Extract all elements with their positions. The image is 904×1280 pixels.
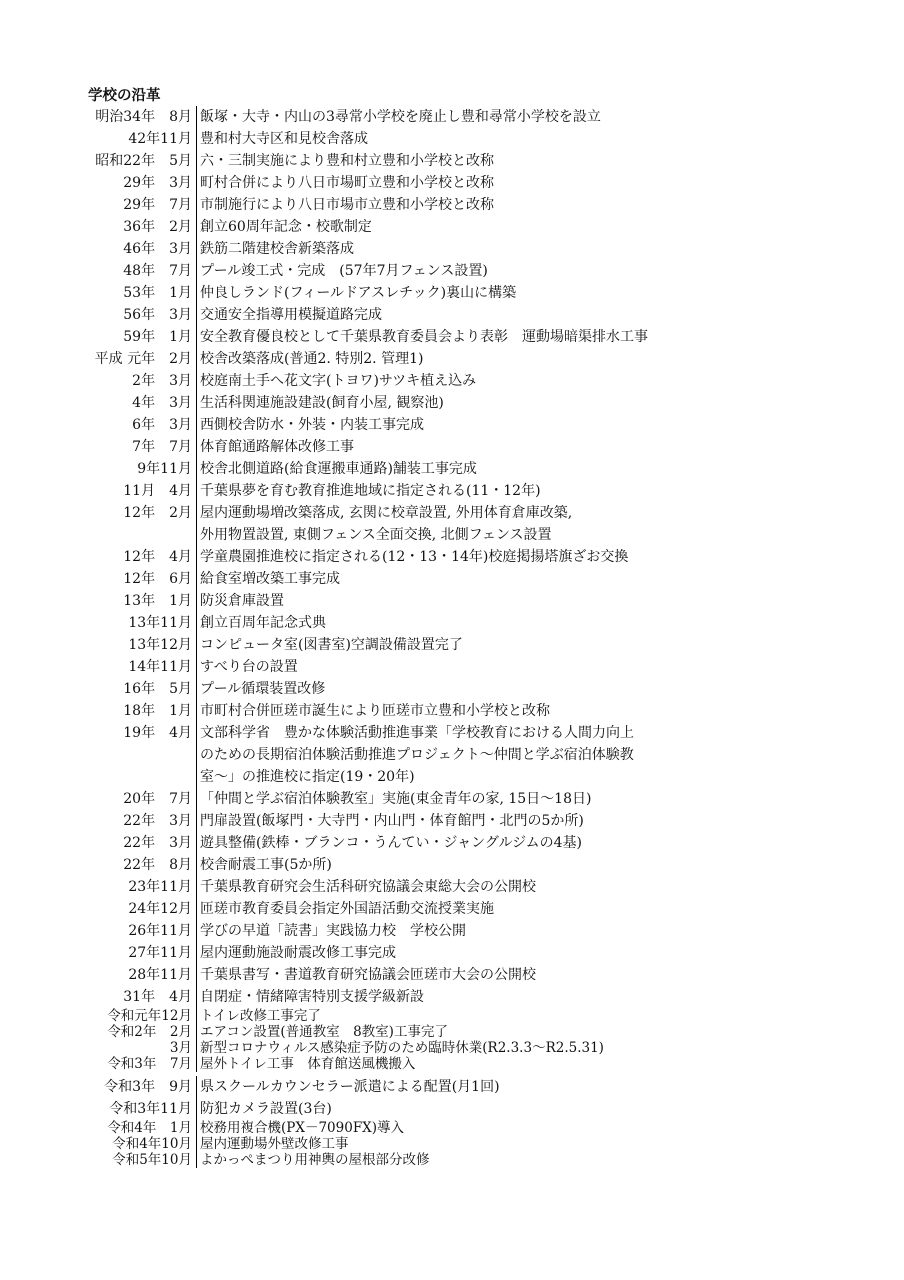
- history-description: [196, 678, 878, 700]
- history-row: [88, 1024, 878, 1040]
- history-row: [88, 876, 878, 898]
- history-description: [196, 942, 878, 964]
- history-row: [88, 656, 878, 678]
- history-text-line: 屋内運動施設耐震改修工事完成: [200, 945, 396, 961]
- history-date: 11月 4月: [123, 483, 192, 499]
- history-description: [196, 260, 878, 282]
- history-text-line: 屋内運動場増改築落成, 玄関に校章設置, 外用体育倉庫改築,: [200, 505, 573, 521]
- history-row: [88, 436, 878, 458]
- history-text-line: 遊具整備(鉄棒・ブランコ・うんてい・ジャングルジムの4基): [200, 835, 582, 851]
- history-text-line: 門扉設置(飯塚門・大寺門・内山門・体育館門・北門の5か所): [200, 813, 584, 829]
- history-text-line: すべり台の設置: [200, 659, 298, 675]
- history-date: 22年 3月: [123, 813, 192, 829]
- history-date: 29年 3月: [123, 175, 192, 191]
- history-row: [88, 348, 878, 370]
- history-description: [196, 1098, 878, 1120]
- history-document: [88, 86, 878, 1168]
- history-description: [196, 458, 878, 480]
- history-date: 23年11月: [128, 879, 192, 895]
- history-description: [196, 986, 878, 1008]
- history-description: [196, 128, 878, 150]
- history-text-line: コンピュータ室(図書室)空調設備設置完了: [200, 637, 463, 653]
- history-description: [196, 480, 878, 502]
- history-description: [196, 898, 878, 920]
- history-row: [88, 216, 878, 238]
- history-date: 36年 2月: [123, 219, 192, 235]
- history-row: [88, 788, 878, 810]
- history-date: 26年11月: [128, 923, 192, 939]
- history-row: [88, 1120, 878, 1136]
- history-date: 53年 1月: [123, 285, 192, 301]
- history-date: 22年 8月: [123, 857, 192, 873]
- history-date: 19年 4月: [123, 725, 192, 741]
- history-text-line: 千葉県書写・書道教育研究協議会匝瑳市大会の公開校: [200, 967, 536, 983]
- history-text-line: 創立百周年記念式典: [200, 615, 326, 631]
- history-row: [88, 854, 878, 876]
- history-text-line: 匝瑳市教育委員会指定外国語活動交流授業実施: [200, 901, 494, 917]
- history-row: [88, 150, 878, 172]
- history-date: 13年12月: [128, 637, 192, 653]
- history-row: [88, 106, 878, 128]
- history-row: [88, 964, 878, 986]
- history-date: 2年 3月: [132, 373, 192, 389]
- history-row: [88, 502, 878, 546]
- history-description: [196, 1056, 878, 1072]
- history-text-line: 学びの早道「読書」実践協力校 学校公開: [200, 923, 466, 939]
- history-date: 18年 1月: [123, 703, 192, 719]
- history-description: [196, 172, 878, 194]
- history-date: 令和4年 1月: [107, 1120, 192, 1136]
- history-row: [88, 986, 878, 1008]
- history-description: [196, 326, 878, 348]
- history-description: [196, 392, 878, 414]
- history-date: 12年 6月: [123, 571, 192, 587]
- history-date: 46年 3月: [123, 241, 192, 257]
- history-date: 平成 元年 2月: [94, 351, 192, 367]
- history-date: 12年 4月: [123, 549, 192, 565]
- history-date: 令和3年 7月: [107, 1056, 192, 1072]
- history-row: [88, 678, 878, 700]
- history-row: [88, 568, 878, 590]
- history-text-line: 飯塚・大寺・内山の3尋常小学校を廃止し豊和尋常小学校を設立: [200, 109, 601, 125]
- history-text-line: 体育館通路解体改修工事: [200, 439, 354, 455]
- history-description: [196, 216, 878, 238]
- history-date: 令和元年12月: [107, 1008, 192, 1024]
- history-date: 明治34年 8月: [95, 109, 192, 125]
- history-description: [196, 634, 878, 656]
- history-text-line: 仲良しランド(フィールドアスレチック)裏山に構築: [200, 285, 517, 301]
- history-date: 12年 2月: [123, 505, 192, 521]
- history-description: [196, 502, 878, 546]
- history-date: 令和3年11月: [109, 1101, 192, 1117]
- history-date: 令和5年10月: [112, 1152, 192, 1168]
- history-description: [196, 810, 878, 832]
- history-text-line: 校舎北側道路(給食運搬車通路)舗装工事完成: [200, 461, 477, 477]
- history-text-line: 室～」の推進校に指定(19・20年): [200, 769, 415, 785]
- history-row: [88, 700, 878, 722]
- history-row: [88, 414, 878, 436]
- history-row: [88, 304, 878, 326]
- history-row: [88, 920, 878, 942]
- history-text-line: 町村合併により八日市場町立豊和小学校と改称: [200, 175, 494, 191]
- history-description: [196, 1120, 878, 1136]
- history-text-line: 学童農園推進校に指定される(12・13・14年)校庭掲揚塔旗ざお交換: [200, 549, 629, 565]
- history-date: 6年 3月: [132, 417, 192, 433]
- history-date: 20年 7月: [123, 791, 192, 807]
- history-date: 昭和22年 5月: [95, 153, 192, 169]
- history-date: 48年 7月: [123, 263, 192, 279]
- history-description: [196, 700, 878, 722]
- history-text-line: プール竣工式・完成 (57年7月フェンス設置): [200, 263, 488, 279]
- history-description: [196, 304, 878, 326]
- history-description: [196, 832, 878, 854]
- history-text-line: 防犯カメラ設置(3台): [200, 1101, 332, 1117]
- history-date: 13年11月: [128, 615, 192, 631]
- history-text-line: 屋外トイレ工事 体育館送風機搬入: [200, 1056, 416, 1072]
- history-row: [88, 282, 878, 304]
- history-text-line: よかっぺまつり用神輿の屋根部分改修: [200, 1152, 430, 1168]
- history-description: [196, 612, 878, 634]
- history-text-line: 校舎耐震工事(5か所): [200, 857, 332, 873]
- history-row: [88, 898, 878, 920]
- history-date: 9年11月: [137, 461, 192, 477]
- history-text-line: 給食室増改築工事完成: [200, 571, 340, 587]
- history-text-line: 文部科学省 豊かな体験活動推進事業「学校教育における人間力向上: [200, 725, 634, 741]
- history-text-line: 外用物置設置, 東側フェンス全面交換, 北側フェンス設置: [200, 527, 552, 543]
- history-description: [196, 590, 878, 612]
- history-description: [196, 1076, 878, 1098]
- history-date: 24年12月: [128, 901, 192, 917]
- history-description: [196, 106, 878, 128]
- history-date: 31年 4月: [123, 989, 192, 1005]
- history-text-line: 新型コロナウィルス感染症予防のため臨時休業(R2.3.3～R2.5.31): [200, 1040, 604, 1056]
- history-row: [88, 722, 878, 788]
- history-text-line: 生活科関連施設建設(飼育小屋, 観察池): [200, 395, 444, 411]
- history-description: [196, 414, 878, 436]
- history-row: [88, 832, 878, 854]
- history-list: [88, 106, 878, 1168]
- history-row: [88, 612, 878, 634]
- history-row: [88, 590, 878, 612]
- history-row: [88, 1136, 878, 1152]
- history-description: [196, 1152, 878, 1168]
- history-description: [196, 370, 878, 392]
- history-text-line: 創立60周年記念・校歌制定: [200, 219, 372, 235]
- history-row: [88, 392, 878, 414]
- history-row: [88, 1098, 878, 1120]
- history-text-line: 豊和村大寺区和見校舎落成: [200, 131, 368, 147]
- history-row: [88, 942, 878, 964]
- history-description: [196, 722, 878, 788]
- history-date: 59年 1月: [123, 329, 192, 345]
- page-title: 学校の沿革: [88, 88, 161, 104]
- history-row: [88, 326, 878, 348]
- history-text-line: のための長期宿泊体験活動推進プロジェクト～仲間と学ぶ宿泊体験教: [200, 747, 634, 763]
- history-text-line: 千葉県教育研究会生活科研究協議会東総大会の公開校: [200, 879, 536, 895]
- history-description: [196, 788, 878, 810]
- history-text-line: 校務用複合機(PX－7090FX)導入: [200, 1120, 405, 1136]
- history-date: 42年11月: [128, 131, 192, 147]
- history-text-line: 防災倉庫設置: [200, 593, 284, 609]
- history-text-line: 市制施行により八日市場市立豊和小学校と改称: [200, 197, 494, 213]
- history-row: [88, 634, 878, 656]
- history-description: [196, 854, 878, 876]
- history-date: 7年 7月: [132, 439, 192, 455]
- history-description: [196, 964, 878, 986]
- history-description: [196, 1136, 878, 1152]
- history-text-line: 安全教育優良校として千葉県教育委員会より表彰 運動場暗渠排水工事: [200, 329, 648, 345]
- history-row: [88, 238, 878, 260]
- history-text-line: プール循環装置改修: [200, 681, 326, 697]
- history-description: [196, 920, 878, 942]
- history-row: [88, 370, 878, 392]
- history-text-line: 千葉県夢を育む教育推進地域に指定される(11・12年): [200, 483, 541, 499]
- history-text-line: 県スクールカウンセラー派遣による配置(月1回): [200, 1079, 500, 1095]
- history-description: [196, 546, 878, 568]
- history-text-line: 市町村合併匝瑳市誕生により匝瑳市立豊和小学校と改称: [200, 703, 550, 719]
- history-date: 令和4年10月: [112, 1136, 192, 1152]
- history-text-line: 「仲間と学ぶ宿泊体験教室」実施(東金青年の家, 15日～18日): [200, 791, 592, 807]
- history-date: 14年11月: [128, 659, 192, 675]
- history-text-line: 校庭南土手へ花文字(トヨワ)サツキ植え込み: [200, 373, 477, 389]
- history-date: 令和2年 2月: [107, 1024, 192, 1040]
- history-description: [196, 194, 878, 216]
- history-date: 56年 3月: [123, 307, 192, 323]
- history-date: 4年 3月: [132, 395, 192, 411]
- history-date: 27年11月: [128, 945, 192, 961]
- history-row: [88, 458, 878, 480]
- history-text-line: 西側校舎防水・外装・内装工事完成: [200, 417, 424, 433]
- history-description: [196, 238, 878, 260]
- history-text-line: 鉄筋二階建校舎新築落成: [200, 241, 354, 257]
- history-description: [196, 876, 878, 898]
- history-row: [88, 1056, 878, 1072]
- history-row: [88, 128, 878, 150]
- history-row: [88, 1040, 878, 1056]
- history-date: 29年 7月: [123, 197, 192, 213]
- history-description: [196, 348, 878, 370]
- history-date: 28年11月: [128, 967, 192, 983]
- history-description: [196, 1008, 878, 1024]
- history-date: 3月: [169, 1040, 192, 1056]
- history-description: [196, 1024, 878, 1040]
- history-text-line: 六・三制実施により豊和村立豊和小学校と改称: [200, 153, 494, 169]
- history-row: [88, 810, 878, 832]
- history-text-line: トイレ改修工事完了: [200, 1008, 321, 1024]
- history-row: [88, 260, 878, 282]
- history-date: 令和3年 9月: [104, 1079, 192, 1095]
- history-description: [196, 1040, 878, 1056]
- history-description: [196, 150, 878, 172]
- history-description: [196, 436, 878, 458]
- history-text-line: エアコン設置(普通教室 8教室)工事完了: [200, 1024, 448, 1040]
- history-date: 22年 3月: [123, 835, 192, 851]
- history-row: [88, 1152, 878, 1168]
- history-row: [88, 480, 878, 502]
- history-text-line: 交通安全指導用模擬道路完成: [200, 307, 382, 323]
- history-text-line: 自閉症・情緒障害特別支援学級新設: [200, 989, 424, 1005]
- history-row: [88, 172, 878, 194]
- history-description: [196, 568, 878, 590]
- history-row: [88, 194, 878, 216]
- history-text-line: 屋内運動場外壁改修工事: [200, 1136, 349, 1152]
- history-text-line: 校舎改築落成(普通2. 特別2. 管理1): [200, 351, 424, 367]
- history-date: 13年 1月: [123, 593, 192, 609]
- history-description: [196, 656, 878, 678]
- history-description: [196, 282, 878, 304]
- history-date: 16年 5月: [123, 681, 192, 697]
- history-row: [88, 546, 878, 568]
- history-row: [88, 1008, 878, 1024]
- history-row: [88, 1076, 878, 1098]
